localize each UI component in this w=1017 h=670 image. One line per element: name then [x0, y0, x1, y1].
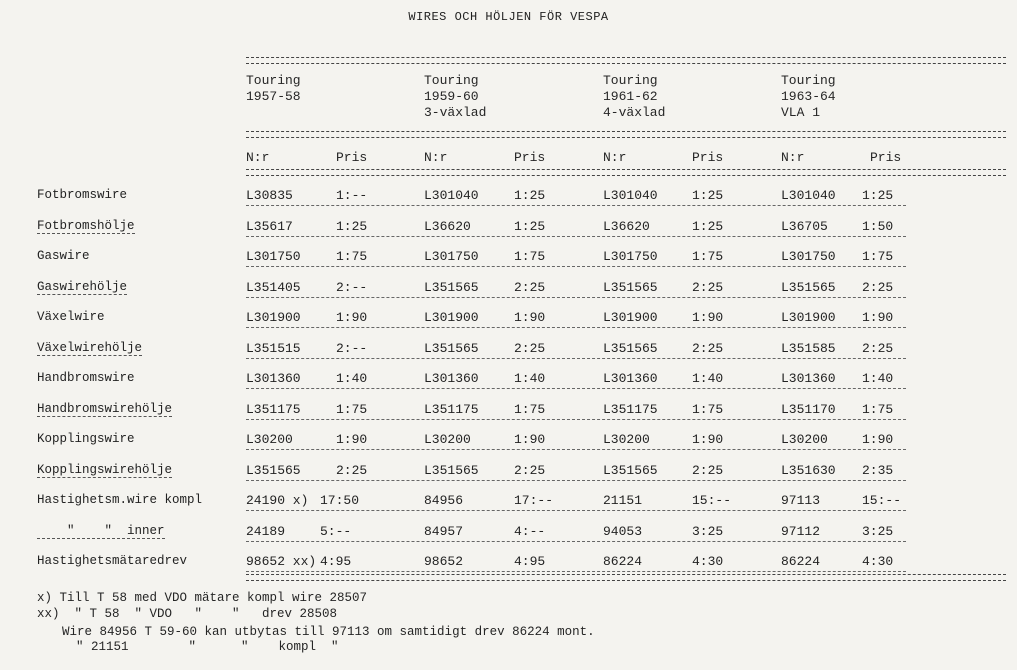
part-number-cell: L36620 [424, 219, 471, 234]
row-underline [246, 327, 906, 328]
group-header-1961 [603, 73, 665, 121]
row-label: " " inner [37, 524, 165, 538]
row-underline [246, 205, 906, 206]
price-cell: 1:90 [862, 432, 894, 447]
price-cell: 1:75 [862, 402, 894, 417]
price-cell: 1:25 [514, 219, 546, 234]
part-number-cell: L351515 [246, 341, 301, 356]
part-number-cell: L30200 [246, 432, 293, 447]
col-header-pris: Pris [870, 150, 902, 165]
price-cell: 1:75 [862, 249, 894, 264]
group-line: Touring [781, 73, 836, 88]
part-number-cell: L351565 [781, 280, 836, 295]
row-label: Gaswirehölje [37, 280, 128, 294]
row-label: Hastighetsmätaredrev [37, 554, 188, 568]
part-number-cell: 98652 xx) [246, 554, 317, 569]
price-cell: 2:25 [514, 341, 546, 356]
part-number-cell: L351405 [246, 280, 301, 295]
price-cell: 2:25 [692, 280, 724, 295]
double-rule-top [246, 57, 1006, 64]
row-underline [246, 236, 906, 237]
price-cell: 1:90 [336, 310, 368, 325]
price-cell: 1:90 [692, 432, 724, 447]
part-number-cell: L301900 [246, 310, 301, 325]
price-cell: 2:25 [692, 341, 724, 356]
part-number-cell: 86224 [781, 554, 821, 569]
group-line: Touring [424, 73, 479, 88]
part-number-cell: 21151 [603, 493, 643, 508]
price-cell: 1:-- [336, 188, 368, 203]
part-number-cell: L301040 [424, 188, 479, 203]
col-header-pris: Pris [514, 150, 546, 165]
group-line: VLA 1 [781, 105, 821, 120]
price-cell: 1:90 [862, 310, 894, 325]
col-header-pris: Pris [336, 150, 368, 165]
group-line: Touring [246, 73, 301, 88]
price-cell: 1:50 [862, 219, 894, 234]
price-cell: 1:40 [862, 371, 894, 386]
part-number-cell: L351565 [424, 341, 479, 356]
price-cell: 4:30 [692, 554, 724, 569]
price-cell: 17:50 [320, 493, 360, 508]
part-number-cell: L351630 [781, 463, 836, 478]
part-number-cell: L36705 [781, 219, 828, 234]
part-number-cell: L351565 [603, 463, 658, 478]
part-number-cell: L36620 [603, 219, 650, 234]
part-number-cell: L351565 [603, 341, 658, 356]
group-header-1959 [424, 73, 486, 121]
col-header-nr: N:r [246, 150, 270, 165]
row-label: Handbromswire [37, 371, 135, 385]
part-number-cell: L351170 [781, 402, 836, 417]
part-number-cell: L351565 [246, 463, 301, 478]
part-number-cell: 98652 [424, 554, 464, 569]
row-underline [246, 449, 906, 450]
price-cell: 2:35 [862, 463, 894, 478]
row-label: Hastighetsm.wire kompl [37, 493, 203, 507]
part-number-cell: 97112 [781, 524, 821, 539]
part-number-cell: L351585 [781, 341, 836, 356]
part-number-cell: L301360 [781, 371, 836, 386]
part-number-cell: L351565 [424, 280, 479, 295]
row-underline [246, 541, 906, 542]
group-line: 1957-58 [246, 89, 301, 104]
part-number-cell: L351175 [424, 402, 479, 417]
double-rule-header-bottom [246, 169, 1006, 176]
row-underline [246, 510, 906, 511]
price-cell: 1:40 [692, 371, 724, 386]
row-label: Gaswire [37, 249, 90, 263]
part-number-cell: L301900 [781, 310, 836, 325]
price-cell: 2:-- [336, 280, 368, 295]
part-number-cell: L301040 [603, 188, 658, 203]
part-number-cell: L351175 [246, 402, 301, 417]
price-cell: 1:90 [692, 310, 724, 325]
part-number-cell: 94053 [603, 524, 643, 539]
row-underline [246, 419, 906, 420]
price-cell: 1:75 [514, 249, 546, 264]
price-cell: 1:90 [514, 432, 546, 447]
price-cell: 1:25 [336, 219, 368, 234]
price-cell: 15:-- [862, 493, 902, 508]
price-cell: 15:-- [692, 493, 732, 508]
price-cell: 1:25 [862, 188, 894, 203]
price-cell: 1:90 [514, 310, 546, 325]
price-cell: 2:-- [336, 341, 368, 356]
part-number-cell: 84956 [424, 493, 464, 508]
price-cell: 4:30 [862, 554, 894, 569]
group-header-1957 [246, 73, 301, 105]
price-cell: 2:25 [692, 463, 724, 478]
col-header-nr: N:r [781, 150, 805, 165]
part-number-cell: L301900 [424, 310, 479, 325]
part-number-cell: L301750 [246, 249, 301, 264]
part-number-cell: L301360 [603, 371, 658, 386]
price-cell: 1:75 [692, 249, 724, 264]
part-number-cell: L301900 [603, 310, 658, 325]
part-number-cell: 97113 [781, 493, 821, 508]
price-cell: 1:90 [336, 432, 368, 447]
group-line: Touring [603, 73, 658, 88]
price-cell: 4:95 [514, 554, 546, 569]
price-cell: 1:25 [692, 188, 724, 203]
part-number-cell: L301750 [603, 249, 658, 264]
part-number-cell: 24189 [246, 524, 286, 539]
part-number-cell: L301750 [781, 249, 836, 264]
footnote-wire: Wire 84956 T 59-60 kan utbytas till 97113 om samtidigt drev 86224 mont. [62, 625, 595, 639]
price-cell: 1:75 [336, 402, 368, 417]
part-number-cell: 24190 x) [246, 493, 309, 508]
part-number-cell: L301360 [424, 371, 479, 386]
group-line: 3-växlad [424, 105, 487, 120]
row-underline [246, 571, 906, 572]
price-cell: 2:25 [862, 280, 894, 295]
price-cell: 3:25 [692, 524, 724, 539]
part-number-cell: 84957 [424, 524, 464, 539]
row-underline [246, 388, 906, 389]
price-cell: 2:25 [336, 463, 368, 478]
group-header-1963 [781, 73, 836, 121]
price-cell: 1:25 [514, 188, 546, 203]
price-cell: 1:75 [514, 402, 546, 417]
part-number-cell: L351565 [603, 280, 658, 295]
group-line: 1963-64 [781, 89, 836, 104]
part-number-cell: L30200 [424, 432, 471, 447]
part-number-cell: L301360 [246, 371, 301, 386]
part-number-cell: L30835 [246, 188, 293, 203]
double-rule-bottom [246, 574, 1006, 581]
price-cell: 2:25 [514, 280, 546, 295]
page-title: WIRES OCH HÖLJEN FÖR VESPA [408, 10, 609, 24]
price-cell: 17:-- [514, 493, 554, 508]
row-underline [246, 297, 906, 298]
row-label: Fotbromswire [37, 188, 128, 202]
price-cell: 1:75 [336, 249, 368, 264]
row-label: Kopplingswire [37, 432, 135, 446]
part-number-cell: L30200 [781, 432, 828, 447]
part-number-cell: L301750 [424, 249, 479, 264]
row-underline [246, 480, 906, 481]
row-underline [246, 266, 906, 267]
part-number-cell: L351565 [424, 463, 479, 478]
row-underline [246, 358, 906, 359]
row-label: Handbromswirehölje [37, 402, 173, 416]
group-line: 1961-62 [603, 89, 658, 104]
price-cell: 2:25 [514, 463, 546, 478]
double-rule-middle [246, 131, 1006, 138]
group-line: 4-växlad [603, 105, 666, 120]
row-label: Kopplingswirehölje [37, 463, 173, 477]
price-cell: 1:40 [514, 371, 546, 386]
price-cell: 1:40 [336, 371, 368, 386]
col-header-nr: N:r [424, 150, 448, 165]
footnote-wire-2: " 21151 " " kompl " [76, 640, 339, 654]
footnote-x: x) Till T 58 med VDO mätare kompl wire 28507 [37, 591, 368, 605]
part-number-cell: L301040 [781, 188, 836, 203]
part-number-cell: L30200 [603, 432, 650, 447]
part-number-cell: L351175 [603, 402, 658, 417]
price-cell: 4:-- [514, 524, 546, 539]
price-cell: 1:75 [692, 402, 724, 417]
part-number-cell: L35617 [246, 219, 293, 234]
col-header-pris: Pris [692, 150, 724, 165]
row-label: Fotbromshölje [37, 219, 135, 233]
footnote-xx: xx) " T 58 " VDO " " drev 28508 [37, 607, 338, 621]
group-line: 1959-60 [424, 89, 479, 104]
part-number-cell: 86224 [603, 554, 643, 569]
price-cell: 2:25 [862, 341, 894, 356]
row-label: Växelwirehölje [37, 341, 143, 355]
price-cell: 1:25 [692, 219, 724, 234]
price-cell: 4:95 [320, 554, 352, 569]
row-label: Växelwire [37, 310, 105, 324]
price-cell: 5:-- [320, 524, 352, 539]
col-header-nr: N:r [603, 150, 627, 165]
price-cell: 3:25 [862, 524, 894, 539]
